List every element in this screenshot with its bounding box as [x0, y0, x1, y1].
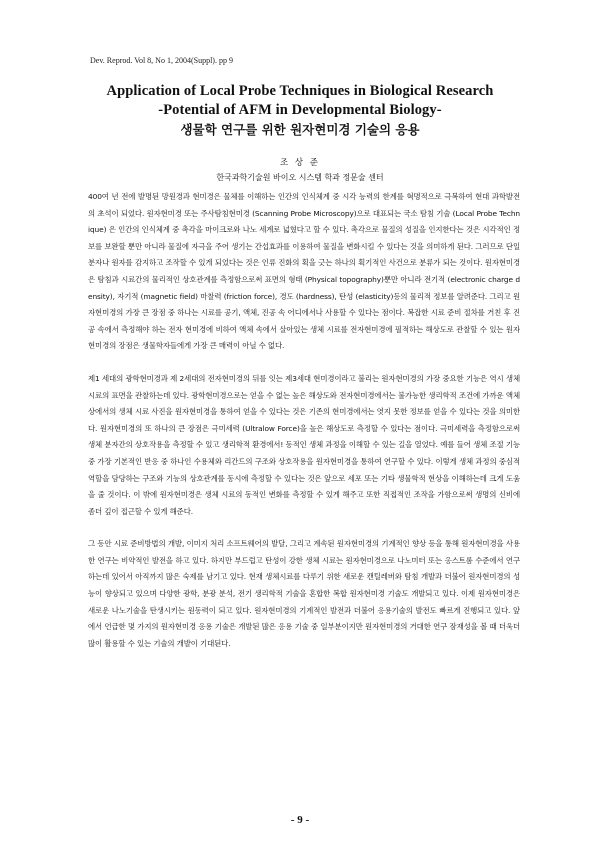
page-number: - 9 - [290, 814, 310, 826]
author-name: 조 상 준 [279, 158, 321, 168]
body-text [88, 189, 520, 652]
journal-reference: Dev. Reprod. Vol 8, No 1, 2004(Suppl). pp 9 [90, 56, 233, 65]
title-korean: 생물학 연구를 위한 원자현미경 기술의 응용 [180, 122, 420, 137]
subtitle-english: -Potential of AFM in Developmental Biology- [158, 102, 442, 118]
author-affiliation: 한국과학기술원 바이오 시스템 학과 정문술 센터 [216, 173, 384, 182]
title-block [0, 82, 600, 139]
paragraph-2: 제1 세대의 광학현미경과 제 2세대의 전자현미경의 뒤를 잇는 제3세대 현미경이라고 불리는 원자현미경의 가장 중요한 기능은 역시 생체 시료의 표면을 관찰하는데 있다. 광학현미경으로는 얻을 수 없는 높은 해상도와 전자현미경에서는 불가능한 생리학적 조건에 가까운 액체상에서의 생체 시료 사진을 원자현미경을 통하여 얻을 수 있다는 것은 기존의 현미경에서는 엿지 못한 정보를 얻을 수 있다는 것을 의미한다. 원자현미경의 또 하나의 큰 장점은 극미세력 (Ultralow Force)을 높은 해상도로 측정할 수 있다는 점이다. 극미세력을 측정함으로써 생체 분자간의 상호작용을 측정할 수 있고 생리학적 환경에서! 동적인 생체 과정을 이해할 수 있는 길을 열었다. 예를 들어 생체 조절 기능 중 가장 기본적인 반응 중 하나인 수용체와 리간드의 구조와 상호작용을 원자현미경을 통하여 연구할 수 있다. 이렇게 생체 과정의 중심적 역할을 담당하는 구조와 기능의 상호관계를 동시에 측정할 수 있다는 것은 앞으로 세포 또는 기타 생물학적 현상을 이해하는데 크게 도움을 줄 것이다. 이 밖에 원자현미경은 생체 시료의 동적인 변화를 측정할 수 있게 해주고 또한 직접적인 조작을 가함으로써 생명의 신비에 좀더 깊이 접근할 수 있게 해준다. [88, 373, 520, 516]
author-block [0, 156, 600, 186]
paragraph-1: 400여 년 전에 발명된 망원경과 현미경은 물체를 이해하는 인간의 인식체계 중 시각 능력의 한계를 혁명적으로 극복하여 현대 과학발전의 초석이 되었다. 원자현미경 또는 주사탐침현미경 (Scanning Probe Microscopy)으로 대표되는 국소 탐침 기술 (Local Probe Technique) 은 인간의 인식체계 중 촉각을 마이크로와 나노 세계로 넓혔다고 할 수 있다. 촉각으로 물질의 성질을 인지한다는 것은 시각적인 정보를 보완할 뿐만 아니라 물질에 자극을 주어 생기는 간섭효과를 이용하여 물질을 변화시킬 수 있다는 것을 의미하게 된다. 그러므로 단일 분자나 원자를 감지하고 조작할 수 있게 되었다는 것은 인류 진화의 획을 긋는 하나의 획기적인 사건으로 분류가 되는 것이다. 원자현미경은 탐침과 시료간의 물리적인 상호관계를 측정함으로써 표면의 형태 (Physical topography)뿐만 아니라 전기적 (electronic charge density), 자기적 (magnetic field) 마찰력 (friction force), 경도 (hardness), 탄성 (elasticity)등의 물리적 정보를 알려준다. 그리고 원자현미경의 가장 큰 장점 중 하나는 시료를 공기, 액체, 진공 속 어디에서나 사용할 수 있다는 점이다. 복잡한 시료 준비 절차를 거친 후 진공 속에서 측정해야 하는 전자 현미경에 비하여 액체 속에서 살아있는 생체 시료를 전자현미경에 필적하는 해상도로 관찰할 수 있는 원자현미경의 장점은 생물학자들에게 가장 큰 매력이 아닐 수 없다. [88, 192, 520, 351]
paragraph-3: 그 동안 시료 준비방법의 개발, 이미지 처리 소프트웨어의 발달, 그리고 계속된 원자현미경의 기계적인 향상 등을 통해 원자현미경을 사용한 연구는 비약적인 발전을 하고 있다. 하지만 부드럽고 탄성이 강한 생체 시료는 원자현미경으로 나노미터 또는 옹스트롬 수준에서 연구하는데 있어서 아직까지 많은 숙제를 남기고 있다. 현재 생체시료를 다루기 위한 새로운 캔틸레버와 탐침 개발과 더불어 원자현미경의 성능이 향상되고 있으며 다양한 광학, 분광 분석, 전기 생리학적 기술을 혼합한 복합 원자현미경 기술도 개발되고 있다. 이제 원자현미경은 새로운 나노기술을 탄생시키는 원동력이 되고 있다. 원자현미경의 기계적인 발전과 더불어 응용기술의 발전도 빠르게 진행되고 있다. 앞에서 언급한 몇 가지의 원자현미경 응용 기술은 개발된 많은 응용 기술 중 일부분이지만 원자현미경의 거대한 연구 잠재성을 볼 때 더욱더 많이 활용할 수 있는 기술의 개발이 기대된다. [88, 539, 520, 648]
title-english: Application of Local Probe Techniques in Biological Research [106, 83, 494, 99]
